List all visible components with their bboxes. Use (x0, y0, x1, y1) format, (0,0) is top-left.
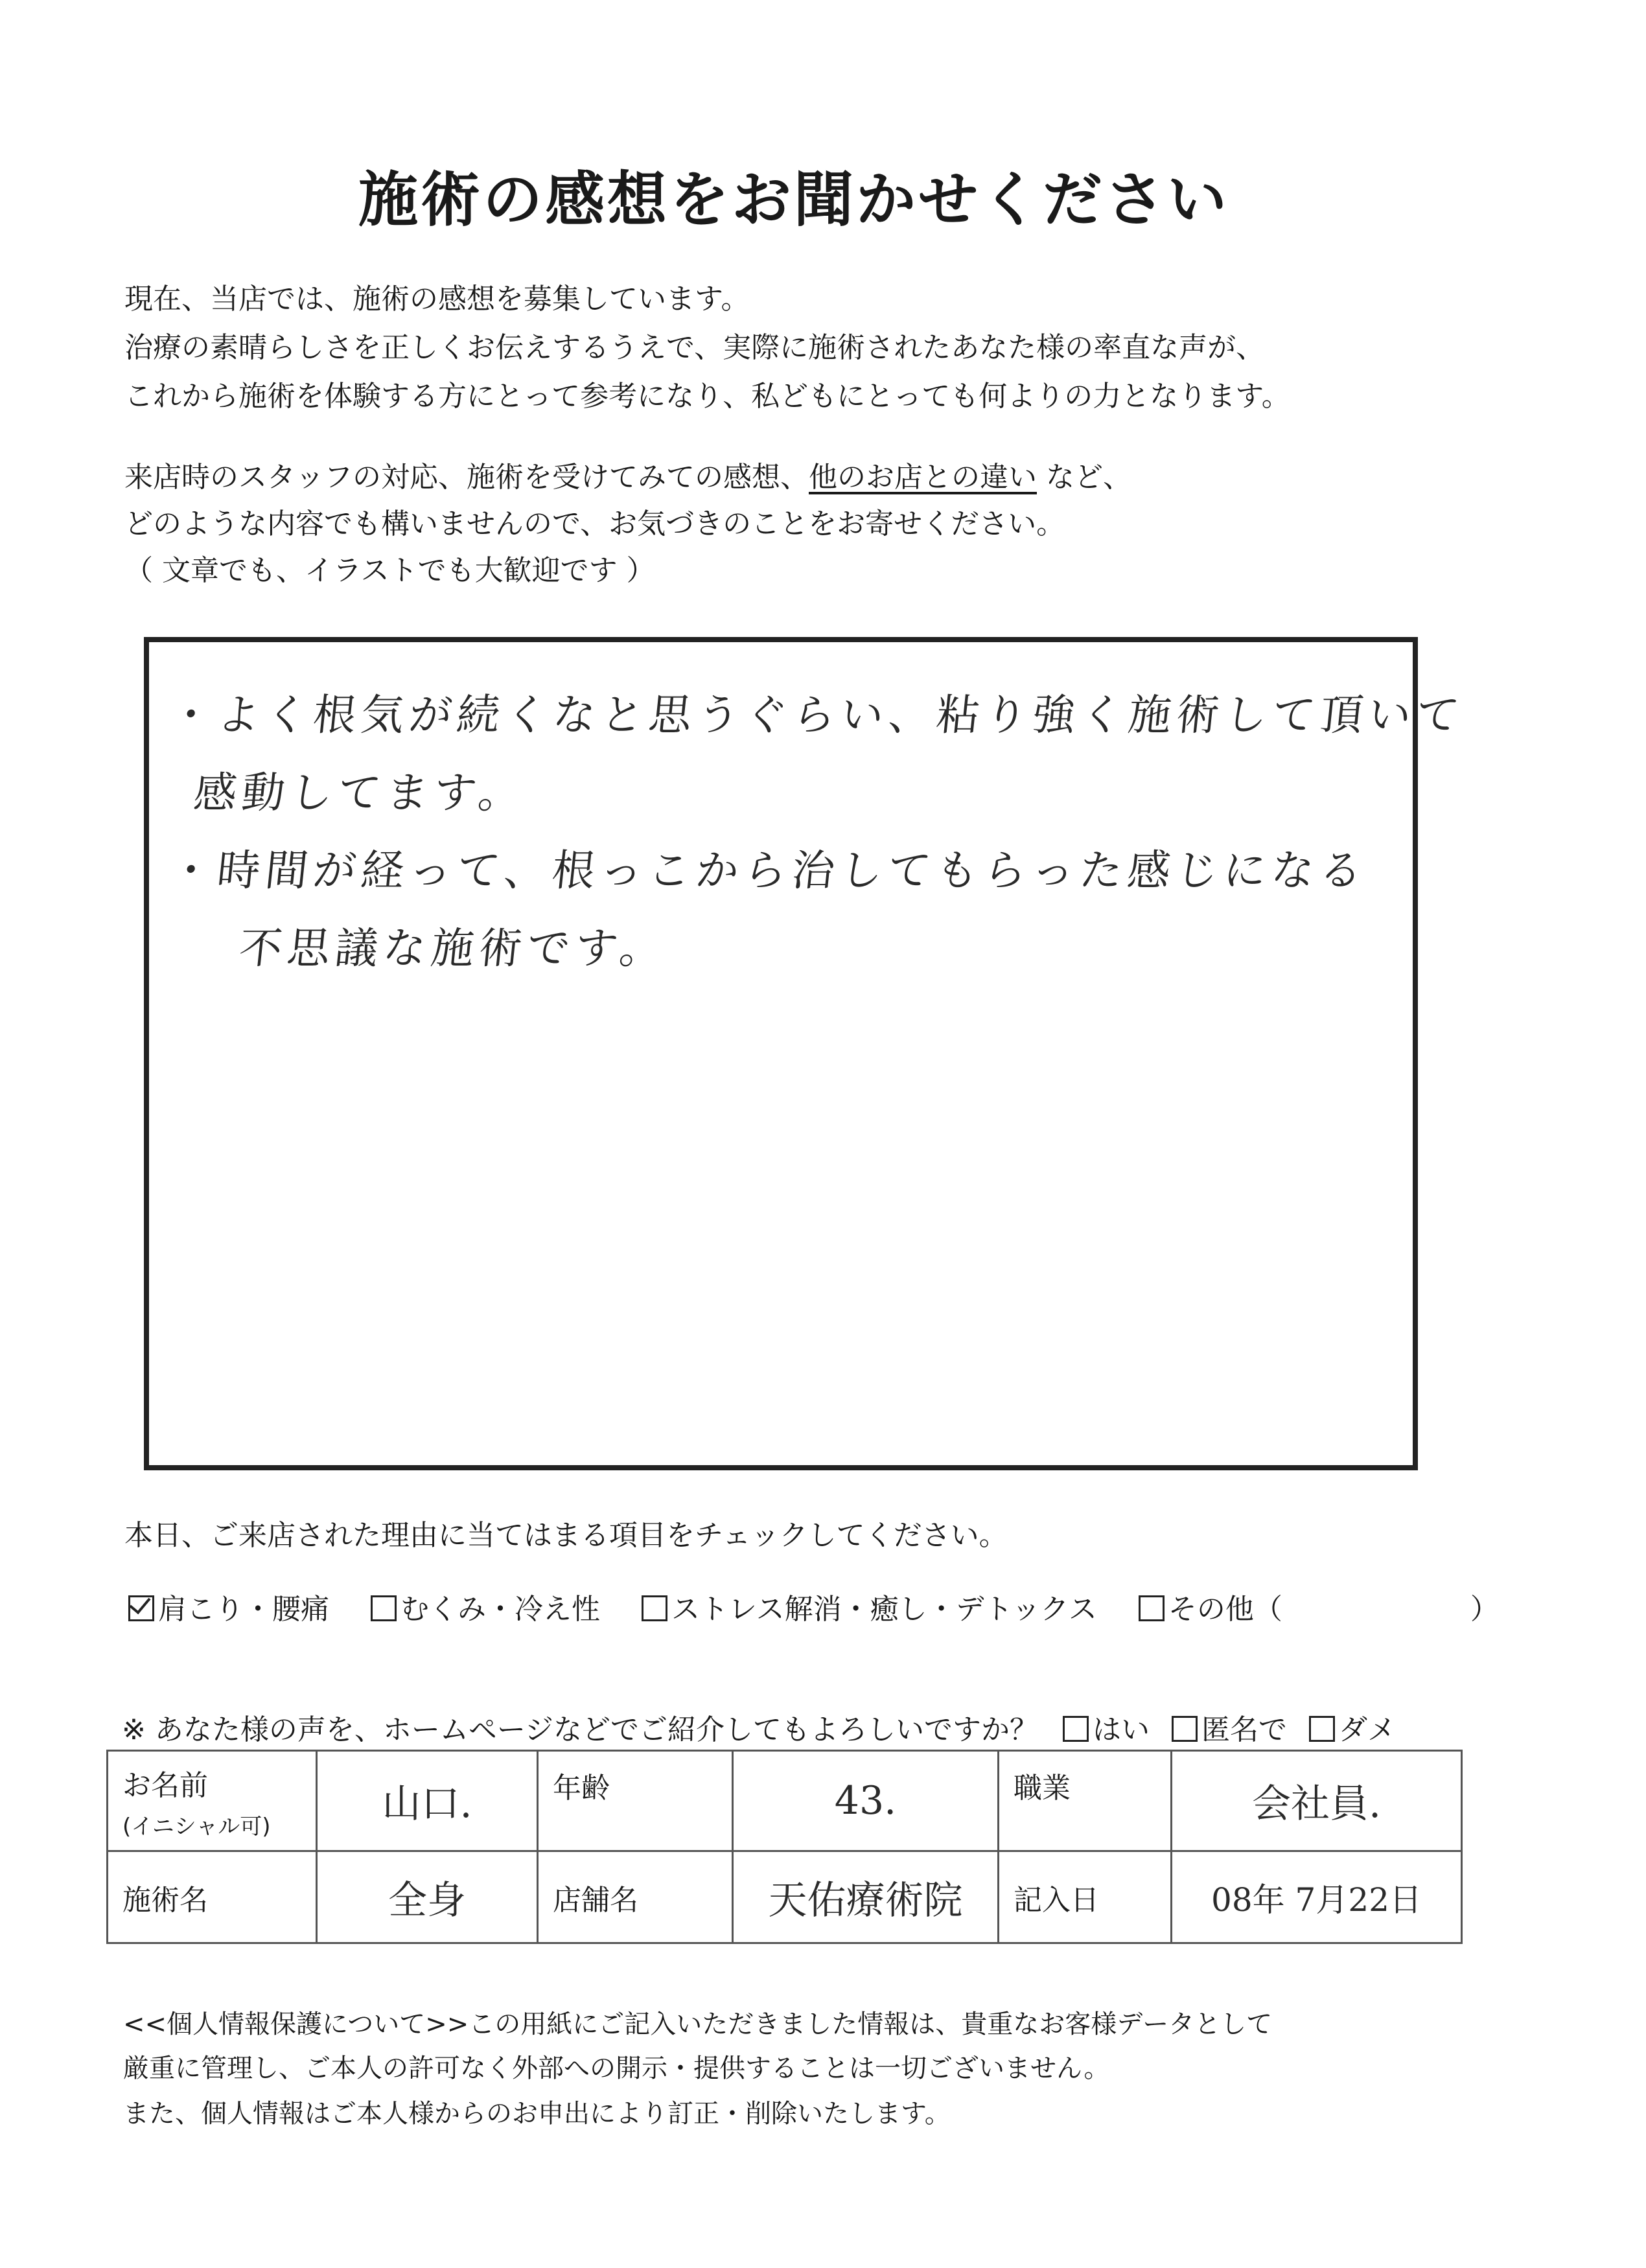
checkbox[interactable] (1063, 1716, 1089, 1742)
label-text: お名前 (122, 1768, 208, 1802)
request-underlined: 他のお店との違い (809, 461, 1037, 494)
privacy-line: <<個人情報保護について>>この用紙にご記入いただきました情報は、貴重なお客様データとして (123, 2009, 1273, 2039)
job-value[interactable]: 会社員. (1172, 1751, 1462, 1851)
date-label: 記入日 (999, 1851, 1172, 1943)
request-line: （ 文章でも、イラストでも大歓迎です ） (124, 554, 655, 587)
handwritten-comment-line: 感動してます。 (191, 768, 529, 818)
privacy-line: 厳重に管理し、ご本人の許可なく外部への開示・提供することは一切ございません。 (123, 2054, 1110, 2083)
treatment-value[interactable]: 全身 (317, 1851, 538, 1943)
checkbox[interactable] (371, 1595, 397, 1621)
date-value[interactable]: 08年 7月22日 (1172, 1851, 1462, 1943)
job-label: 職業 (999, 1751, 1172, 1851)
page-title: 施術の感想をお聞かせください (358, 165, 1229, 235)
store-value[interactable]: 天佑療術院 (733, 1851, 999, 1943)
age-label: 年齢 (538, 1751, 733, 1851)
other-close-paren: ） (1470, 1593, 1499, 1626)
consent-option[interactable] (1063, 1713, 1150, 1746)
label-note: (イニシャル可) (122, 1813, 271, 1840)
option-label: その他（ (1168, 1593, 1282, 1626)
consent-option[interactable] (1309, 1713, 1396, 1746)
request-line (124, 454, 1131, 495)
checkbox[interactable] (1172, 1716, 1198, 1742)
request-line: どのような内容でも構いませんので、お気づきのことをお寄せください。 (124, 507, 1065, 540)
name-label (108, 1751, 317, 1851)
checkbox[interactable] (1139, 1595, 1165, 1621)
store-label: 店舗名 (538, 1851, 733, 1943)
reason-option[interactable] (1139, 1593, 1499, 1626)
handwritten-comment-line: 不思議な施術です。 (237, 923, 671, 973)
privacy-line: また、個人情報はご本人様からのお申出により訂正・削除いたします。 (123, 2099, 951, 2129)
checkbox-checked[interactable] (128, 1595, 154, 1621)
option-label: 匿名で (1201, 1713, 1287, 1746)
treatment-label: 施術名 (108, 1851, 317, 1943)
request-text: など、 (1037, 461, 1131, 494)
option-label: 肩こり・腰痛 (158, 1593, 329, 1626)
checkbox[interactable] (642, 1595, 667, 1621)
intro-line: これから施術を体験する方にとって参考になり、私どもにとっても何よりの力となります。 (124, 380, 1290, 413)
reason-option[interactable] (128, 1593, 329, 1626)
age-value[interactable]: 43. (733, 1751, 999, 1851)
info-table (106, 1750, 1463, 1944)
reason-option[interactable] (642, 1593, 1097, 1626)
handwritten-comment-line: ・よく根気が続くなと思うぐらい、粘り強く施術して頂いて (167, 690, 1467, 740)
reason-prompt: 本日、ご来店された理由に当てはまる項目をチェックしてください。 (124, 1519, 1008, 1552)
checkbox[interactable] (1309, 1716, 1335, 1742)
option-label: むくみ・冷え性 (400, 1593, 600, 1626)
consent-option[interactable] (1172, 1713, 1287, 1746)
intro-line: 治療の素晴らしさを正しくお伝えするうえで、実際に施術されたあなた様の率直な声が、 (124, 331, 1265, 364)
name-value[interactable]: 山口. (317, 1751, 538, 1851)
handwritten-comment-line: ・時間が経って、根っこから治してもらった感じになる (167, 846, 1371, 896)
option-label: はい (1092, 1713, 1150, 1746)
reason-option[interactable] (371, 1593, 600, 1626)
consent-question: ※ あなた様の声を、ホームページなどでご紹介してもよろしいですか？ (122, 1713, 1038, 1746)
option-label: ストレス解消・癒し・デトックス (671, 1593, 1097, 1626)
consent-row (122, 1706, 1396, 1748)
request-text: 来店時のスタッフの対応、施術を受けてみての感想、 (124, 461, 809, 494)
reason-options (128, 1586, 1499, 1627)
intro-line: 現在、当店では、施術の感想を募集しています。 (124, 283, 750, 316)
option-label: ダメ (1338, 1713, 1396, 1746)
